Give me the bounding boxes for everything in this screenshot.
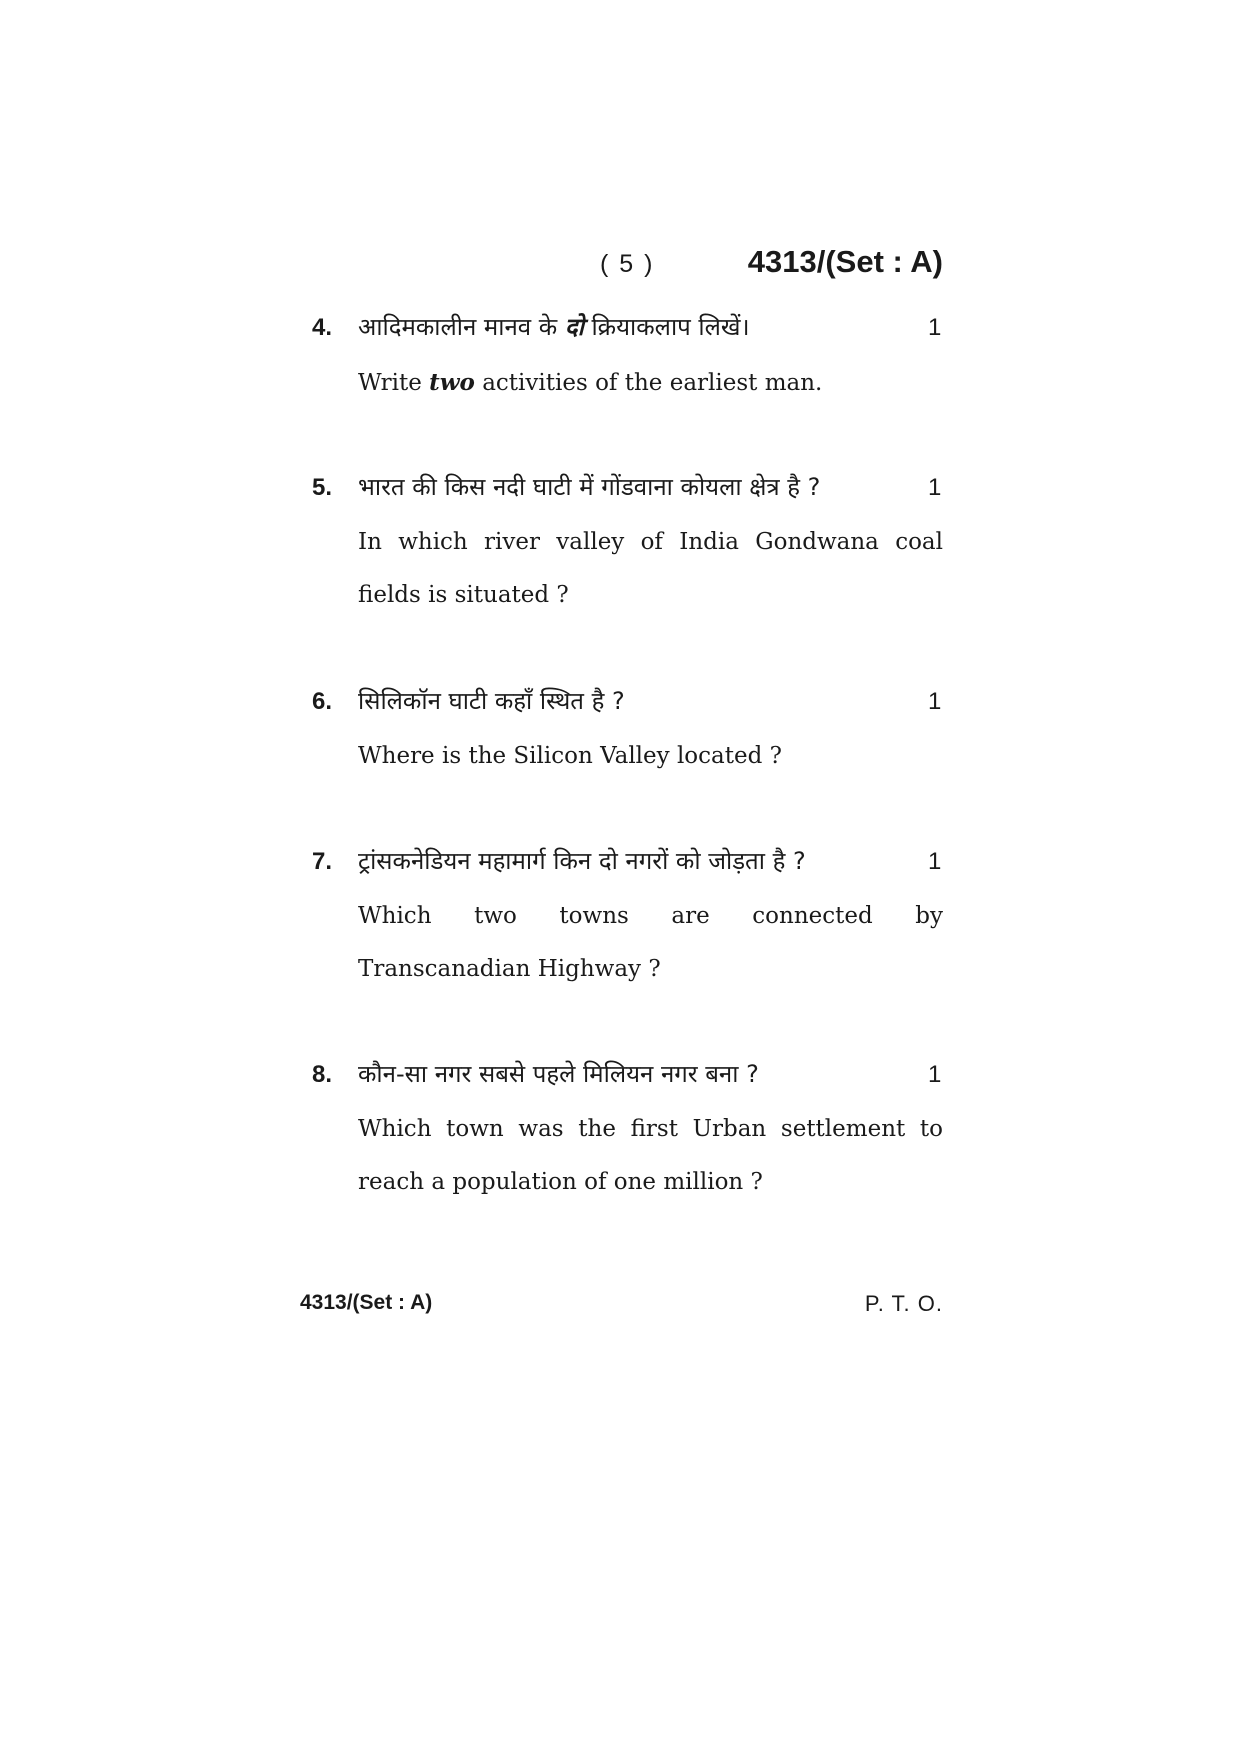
question-number: 7. [312, 848, 333, 875]
page-number: ( 5 ) [600, 250, 655, 278]
english-line: fields is situated ? [358, 582, 569, 608]
english-line [358, 356, 943, 409]
question-text-english [358, 890, 943, 996]
english-emphasis: two [429, 369, 475, 396]
question-text-english [358, 730, 943, 783]
english-line: Where is the Silicon Valley located ? [358, 743, 782, 769]
paper-code-header: 4313/(Set : A) [747, 244, 943, 279]
question-number: 8. [312, 1061, 333, 1088]
hindi-text: क्रियाकलाप लिखें। [583, 313, 750, 341]
hindi-emphasis: दो [564, 313, 584, 341]
question-text-english [358, 356, 943, 409]
english-line: Transcanadian Highway ? [358, 956, 661, 982]
english-text: activities of the earliest man. [474, 370, 823, 396]
question-text-hindi: ट्रांसकनेडियन महामार्ग किन दो नगरों को जोड़ता है ? [358, 847, 806, 875]
question-text-english [358, 516, 943, 622]
english-line: reach a population of one million ? [358, 1169, 763, 1195]
english-text: Write [358, 370, 430, 396]
question-number: 6. [312, 688, 333, 715]
question-number: 4. [312, 314, 333, 341]
question-marks: 1 [928, 314, 942, 341]
please-turn-over: P. T. O. [864, 1291, 943, 1316]
question-text-hindi: कौन-सा नगर सबसे पहले मिलियन नगर बना ? [358, 1060, 759, 1088]
question-marks: 1 [928, 1061, 942, 1088]
question-marks: 1 [928, 474, 942, 501]
paper-code-footer: 4313/(Set : A) [300, 1291, 433, 1314]
english-line: In which river valley of India Gondwana coal [358, 529, 943, 555]
question-marks: 1 [928, 688, 942, 715]
question-marks: 1 [928, 848, 942, 875]
english-line: Which town was the first Urban settlement to [358, 1116, 943, 1142]
question-text-hindi: सिलिकॉन घाटी कहाँ स्थित है ? [358, 687, 625, 715]
hindi-text: आदिमकालीन मानव के [358, 313, 565, 341]
question-number: 5. [312, 474, 333, 501]
question-text-english [358, 1103, 943, 1209]
question-text-hindi: भारत की किस नदी घाटी में गोंडवाना कोयला क्षेत्र है ? [358, 473, 821, 501]
question-text-hindi [358, 310, 750, 343]
english-line: Which two towns are connected by [358, 903, 943, 929]
